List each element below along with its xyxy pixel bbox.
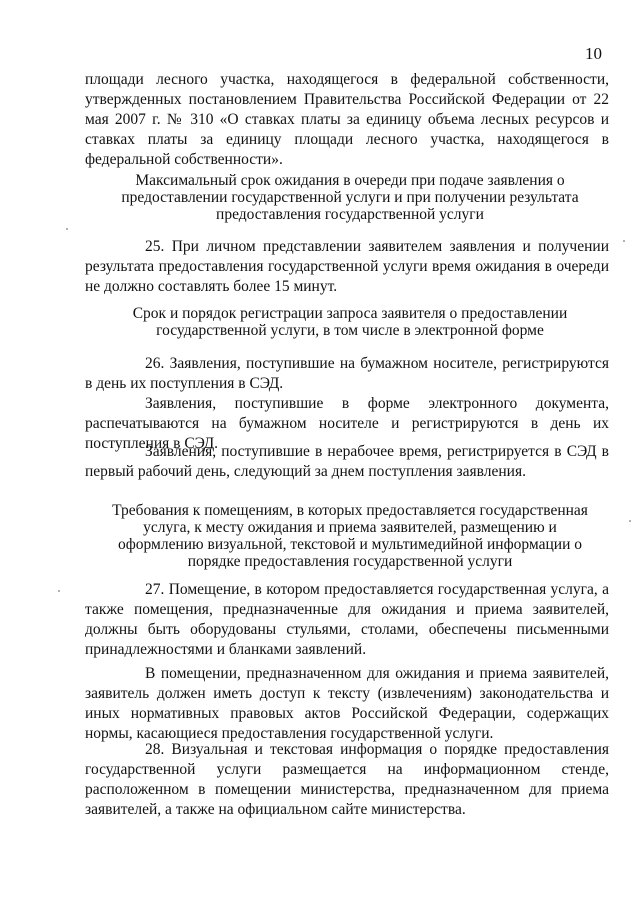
paragraph-28: 28. Визуальная и текстовая информация о порядке предоставления государственной услуги размещается на информационном стенде, расположенном в помещении министерства, предназначенном для приема заявителей, а также на официальном сайте министерства.	[85, 741, 609, 818]
paragraph-26-nonworking: Заявления, поступившие в нерабочее время, регистрируется в СЭД в первый рабочий день, следующий за днем поступления заявления.	[85, 443, 609, 480]
paragraph-27-access: В помещении, предназначенном для ожидания и приема заявителей, заявитель должен иметь доступ к тексту (извлечениям) законодательства и иных нормативных правовых актов Российской Федерации, содержащих нормы, касающиеся предоставления государственной услуги.	[85, 665, 609, 742]
scan-speck	[66, 228, 68, 230]
paragraph-forest-rates: площади лесного участка, находящегося в федеральной собственности, утвержденных постановлением Правительства Российской Федерации от 22 мая 2007 г. № 310 «О ставках платы за единицу объема лесных ресурсов и ставках платы за единицу площади лесного участка, находящегося в федеральной собственности».	[85, 71, 609, 168]
page-number: 10	[585, 44, 602, 63]
paragraph-27: 27. Помещение, в котором предоставляется государственная услуга, а также помещения, предназначенные для ожидания и приема заявителей, должны быть оборудованы стульями, столами, обеспечены письменными принадлежностями и бланками заявлений.	[85, 581, 609, 658]
scan-speck	[623, 240, 625, 242]
heading-premises-requirements: Требования к помещениям, в которых предоставляется государственная услуга, к месту ожидания и приема заявителей, размещению и оформлению визуальной, текстовой и мультимедийной информации о порядке предоставления государственной услуги	[112, 502, 588, 570]
heading-registration: Срок и порядок регистрации запроса заявителя о предоставлении государственной услуги, в том числе в электронной форме	[132, 305, 568, 339]
scan-speck	[58, 590, 60, 592]
paragraph-26: 26. Заявления, поступившие на бумажном носителе, регистрируются в день их поступления в СЭД.	[85, 355, 609, 392]
paragraph-26-electronic: Заявления, поступившие в форме электронного документа, распечатываются на бумажном носителе и регистрируются в день их поступления в СЭД.	[85, 395, 609, 452]
heading-waiting-time: Максимальный срок ожидания в очереди при подаче заявления о предоставлении государственной услуги и при получении результата предоставления государственной услуги	[121, 172, 579, 223]
scan-speck	[629, 520, 631, 522]
paragraph-25: 25. При личном представлении заявителем заявления и получении результата предоставления государственной услуги время ожидания в очереди не должно составлять более 15 минут.	[85, 238, 609, 295]
